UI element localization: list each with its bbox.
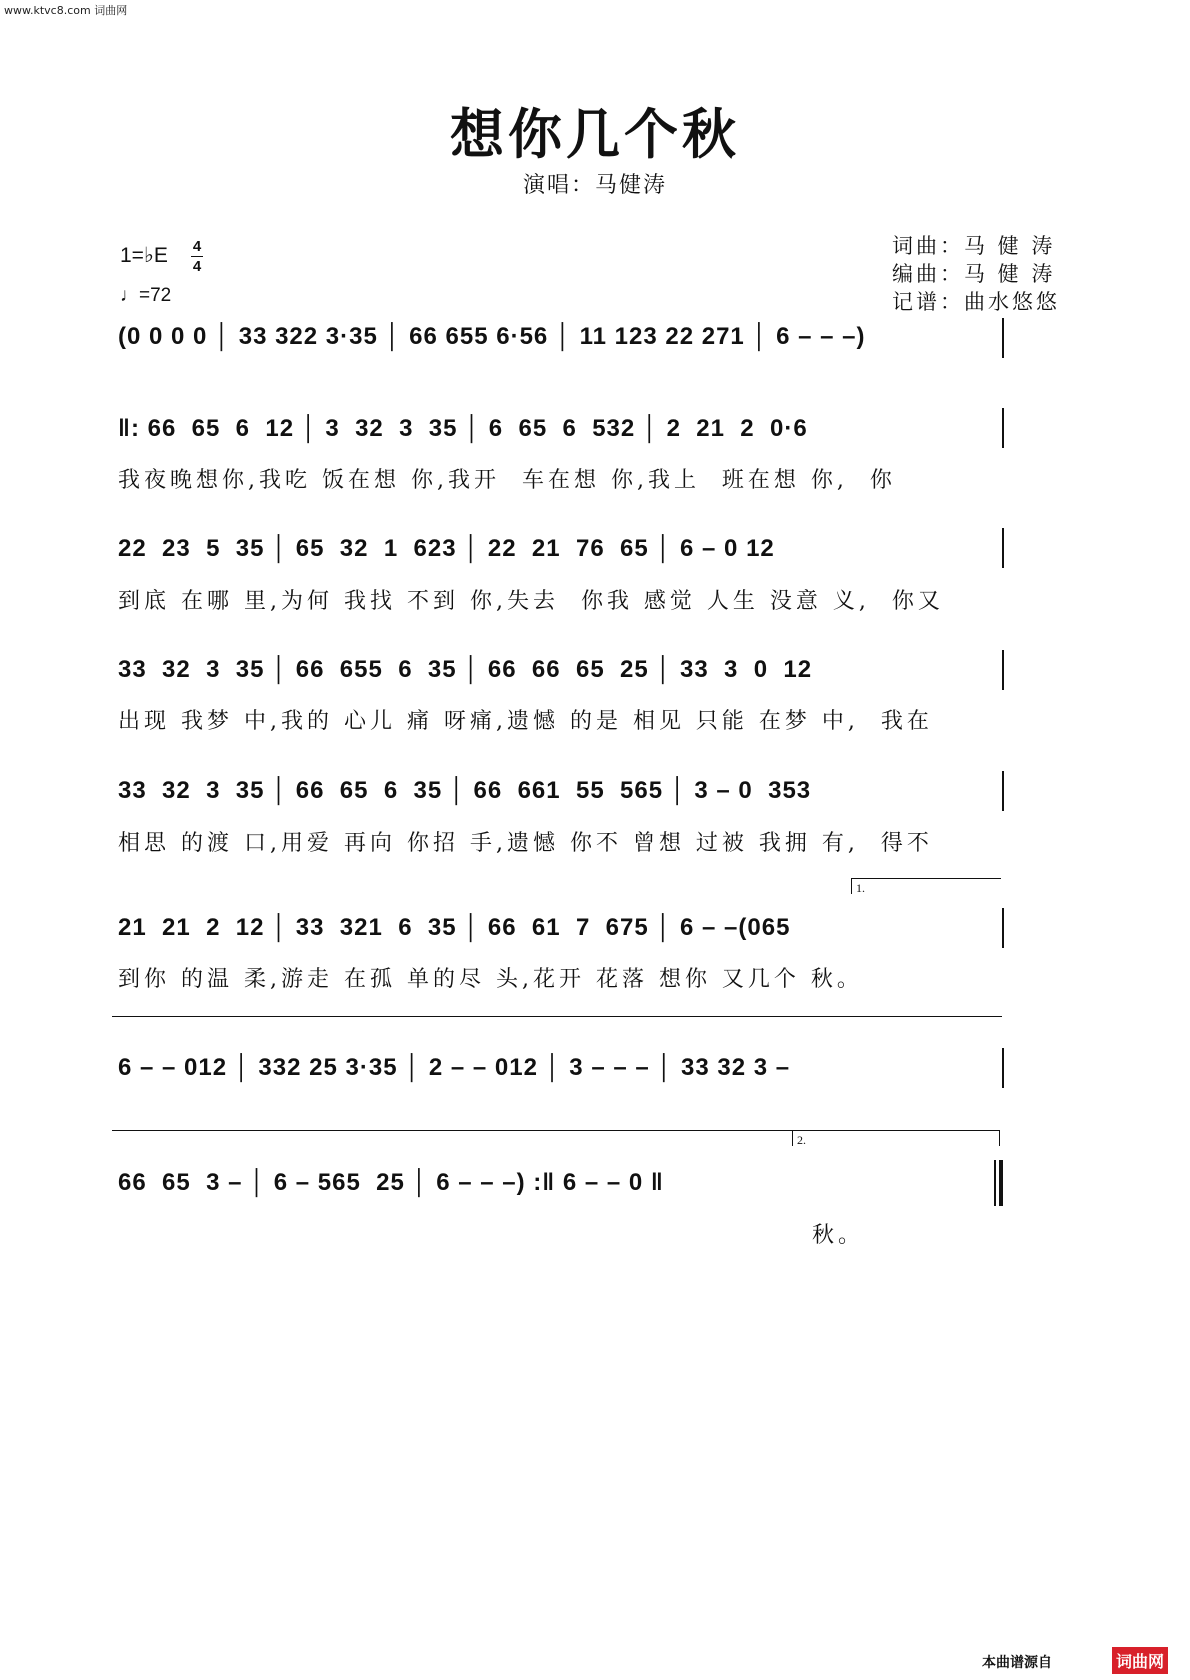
- system-divider: [112, 1130, 792, 1131]
- score-row-6: 6 – – 012 │ 332 25 3·35 │ 2 – – 012 │ 3 – – – │ 33 32 3 –: [118, 1054, 791, 1081]
- lyrics-row-4: 相思 的渡 口,用爱 再向 你招 手,遗憾 你不 曾想 过被 我拥 有, 得不: [118, 831, 933, 856]
- barline: [1002, 1048, 1004, 1088]
- score-row-7: 66 65 3 – │ 6 – 565 25 │ 6 – – –) :‖ 6 – – 0 ‖: [118, 1169, 664, 1196]
- lyrics-row-1: 我夜晚想你,我吃 饭在想 你,我开 车在想 你,我上 班在想 你, 你: [118, 468, 896, 493]
- score-row-1: ‖: 66 65 6 12 │ 3 32 3 35 │ 6 65 6 532 │ 2 21 2 0·6: [118, 415, 808, 442]
- score-row-4: 33 32 3 35 │ 66 65 6 35 │ 66 661 55 565 │ 3 – 0 353: [118, 777, 812, 804]
- lyrics-row-2: 到底 在哪 里,为何 我找 不到 你,失去 你我 感觉 人生 没意 义, 你又: [118, 589, 944, 614]
- barline: [1002, 528, 1004, 568]
- lyrics-row-3: 出现 我梦 中,我的 心儿 痛 呀痛,遗憾 的是 相见 只能 在梦 中, 我在: [118, 709, 933, 734]
- singer-line: 演唱：马健涛: [522, 173, 667, 198]
- credit-transcription: 记谱：曲水悠悠: [892, 290, 1060, 314]
- volta-2-bracket-edge-left: [792, 1130, 793, 1146]
- credits: [892, 232, 1060, 316]
- system-divider: [112, 1016, 1002, 1017]
- time-signature-bottom: 4: [192, 258, 202, 275]
- score-row-intro: (0 0 0 0 │ 33 322 3·35 │ 66 655 6·56 │ 11 123 22 271 │ 6 – – –): [118, 323, 866, 350]
- barline: [1002, 408, 1004, 448]
- footer-source-text: 本曲谱源自: [982, 1655, 1052, 1671]
- page-title: 想你几个秋: [450, 102, 740, 166]
- credit-lyrics-music: 词曲：马 健 涛: [892, 234, 1056, 258]
- score-row-2: 22 23 5 35 │ 65 32 1 623 │ 22 21 76 65 │ 6 – 0 12: [118, 535, 775, 562]
- volta-1-bracket: [851, 878, 1001, 879]
- footer-site-logo[interactable]: 词曲网: [1112, 1647, 1168, 1674]
- site-watermark: www.ktvc8.com 词曲网: [4, 4, 128, 17]
- volta-1-label: 1.: [856, 881, 865, 895]
- time-signature-divider: [191, 256, 203, 257]
- tempo-marking: ♩=72: [120, 285, 172, 306]
- credit-arrangement: 编曲：马 健 涛: [892, 262, 1056, 286]
- barline: [1002, 318, 1004, 358]
- volta-2-bracket-edge-right: [999, 1130, 1000, 1146]
- volta-2-label: 2.: [797, 1133, 806, 1147]
- time-signature: [191, 238, 203, 275]
- time-signature-top: 4: [192, 238, 202, 255]
- barline: [1002, 908, 1004, 948]
- key-signature: 1=♭E: [120, 244, 168, 267]
- volta-2-bracket: [792, 1130, 1000, 1131]
- score-row-3: 33 32 3 35 │ 66 655 6 35 │ 66 66 65 25 │ 33 3 0 12: [118, 656, 813, 683]
- lyrics-row-7: 秋。: [812, 1223, 865, 1248]
- final-barline-thick: [999, 1160, 1003, 1206]
- volta-1-bracket-edge: [851, 878, 852, 894]
- lyrics-row-5: 到你 的温 柔,游走 在孤 单的尽 头,花开 花落 想你 又几个 秋。: [118, 967, 863, 992]
- final-barline-thin: [994, 1160, 996, 1206]
- score-row-5: 21 21 2 12 │ 33 321 6 35 │ 66 61 7 675 │ 6 – –(065: [118, 914, 791, 941]
- barline: [1002, 771, 1004, 811]
- barline: [1002, 650, 1004, 690]
